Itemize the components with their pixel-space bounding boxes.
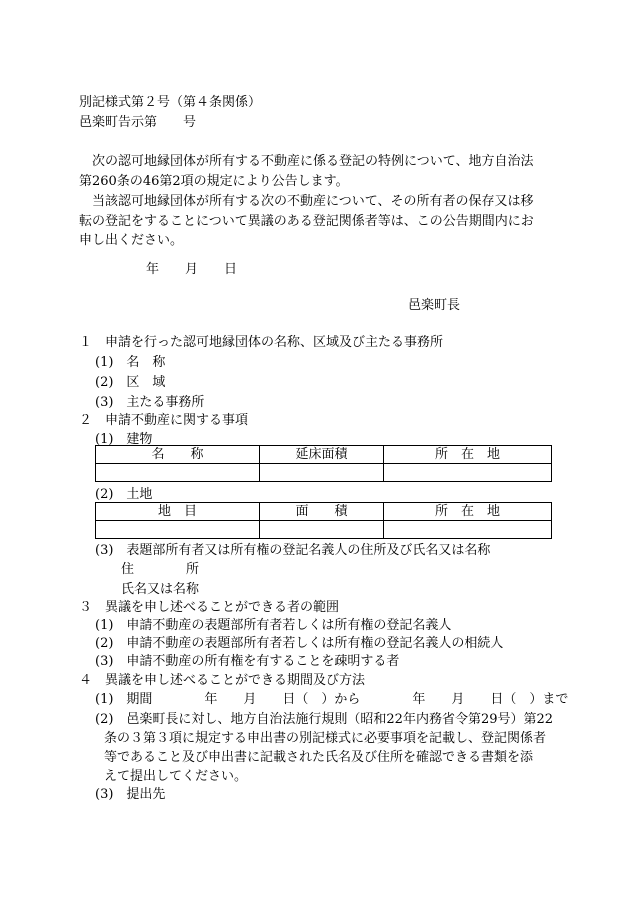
building-cell	[96, 464, 260, 482]
notice-number: 邑楽町告示第 号	[79, 115, 197, 130]
intro-text: 申し出ください。	[79, 233, 184, 248]
building-header-location: 所 在 地	[384, 446, 552, 464]
section-4-title: ４ 異議を申し述べることができる期間及び方法	[79, 673, 366, 688]
form-number: 別記様式第２号（第４条関係）	[79, 95, 262, 110]
owner-address-label: 住 所	[121, 562, 200, 577]
intro-text: 当該認可地縁団体が所有する次の不動産について、その所有者の保存又は移	[92, 194, 534, 209]
objection-period: (1) 期間 年 月 日（ ）から 年 月 日（ ）まで	[95, 692, 569, 707]
objection-method: 条の３第３項に規定する申出書の別記様式に必要事項を記載し、登記関係者	[104, 731, 547, 746]
signer: 邑楽町長	[408, 298, 461, 313]
section-3-item: (1) 申請不動産の表題部所有者若しくは所有権の登記名義人	[95, 618, 452, 633]
section-2-title: ２ 申請不動産に関する事項	[79, 413, 249, 428]
section-1-area: (2) 区 域	[95, 375, 166, 390]
owner-label: (3) 表題部所有者又は所有権の登記名義人の住所及び氏名又は名称	[95, 543, 491, 558]
intro-text: 転の登記をすることについて異議のある登記関係者等は、この公告期間内にお	[79, 214, 534, 229]
date-line: 年 月 日	[146, 262, 238, 277]
intro-text: 次の認可地縁団体が所有する不動産に係る登記の特例について、地方自治法	[92, 154, 534, 169]
land-cell	[260, 521, 384, 539]
building-header-floor-area: 延床面積	[260, 446, 384, 464]
building-cell	[260, 464, 384, 482]
section-3-item: (2) 申請不動産の表題部所有者若しくは所有権の登記名義人の相続人	[95, 636, 504, 651]
section-1-title: １ 申請を行った認可地縁団体の名称、区域及び主たる事務所	[79, 335, 444, 350]
objection-method: 等であること及び申出書に記載された氏名及び住所を確認できる書類を添	[104, 750, 534, 765]
land-header-area: 面 積	[260, 503, 384, 521]
objection-method: (2) 邑楽町長に対し、地方自治法施行規則（昭和22年内務省令第29号）第22	[95, 712, 554, 727]
section-1-office: (3) 主たる事務所	[95, 395, 205, 410]
building-cell	[384, 464, 552, 482]
building-table	[95, 445, 552, 482]
land-header-location: 所 在 地	[384, 503, 552, 521]
land-cell	[384, 521, 552, 539]
section-3-item: (3) 申請不動産の所有権を有することを疎明する者	[95, 654, 400, 669]
owner-name-label: 氏名又は名称	[121, 582, 200, 597]
land-table	[95, 502, 552, 539]
section-3-title: ３ 異議を申し述べることができる者の範囲	[79, 600, 340, 615]
intro-text: 第260条の46第2項の規定により公告します。	[79, 174, 349, 189]
building-label: (1) 建物	[95, 432, 153, 447]
section-1-name: (1) 名 称	[95, 355, 166, 370]
land-header-category: 地 目	[96, 503, 260, 521]
submission-destination: (3) 提出先	[95, 787, 166, 802]
land-label: (2) 土地	[95, 487, 153, 502]
land-cell	[96, 521, 260, 539]
objection-method: えて提出してください。	[104, 769, 248, 784]
building-header-name: 名 称	[96, 446, 260, 464]
